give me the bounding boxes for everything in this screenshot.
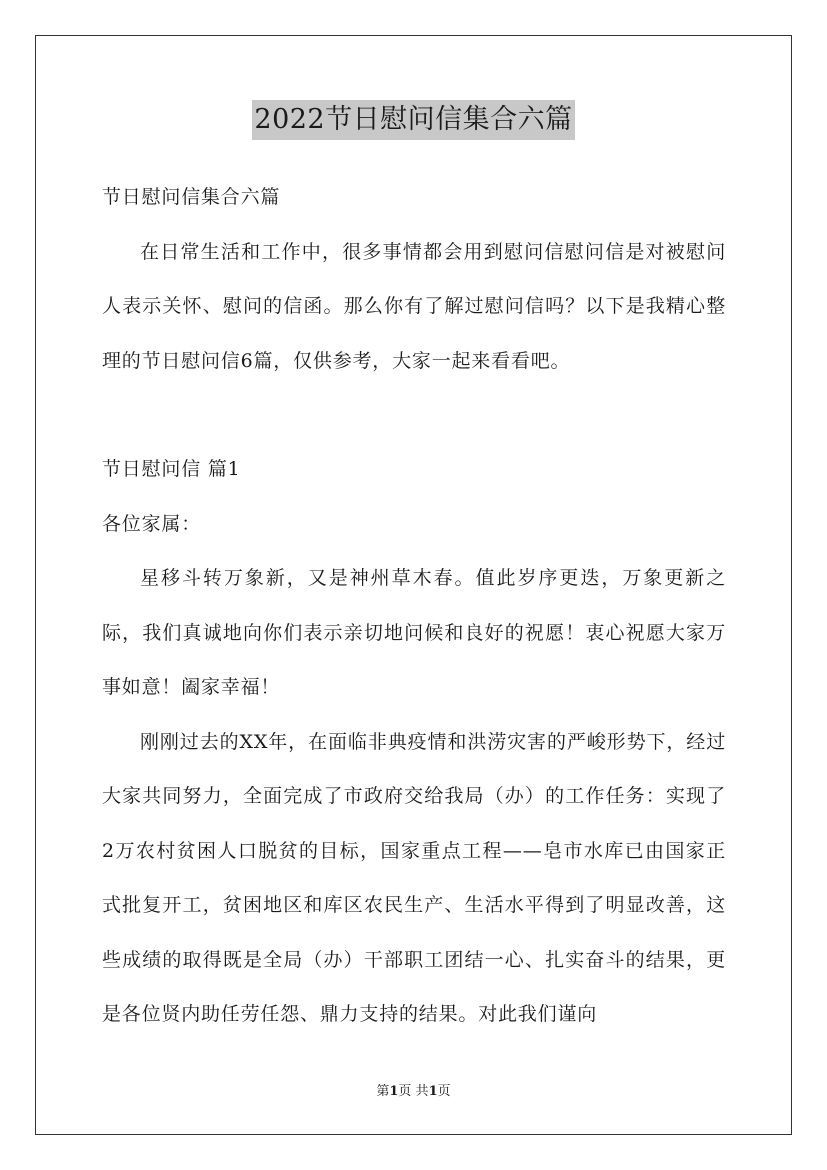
page-footer (0, 1082, 827, 1102)
body-paragraph-1: 星移斗转万象新，又是神州草木春。值此岁序更迭，万象更新之际，我们真诚地向你们表示亲切地问候和良好的祝愿！衷心祝愿大家万事如意！阖家幸福！ (102, 567, 726, 698)
document-title: 2022节日慰问信集合六篇 (252, 100, 574, 140)
footer-mid: 页 共 (398, 1084, 429, 1099)
salutation: 各位家属： (102, 512, 202, 535)
subtitle: 节日慰问信集合六篇 (102, 186, 281, 208)
footer-suffix: 页 (437, 1084, 451, 1099)
document-body (102, 170, 726, 1042)
body-paragraph-2: 刚刚过去的XX年，在面临非典疫情和洪涝灾害的严峻形势下，经过大家共同努力，全面完成了市政府交给我局（办）的工作任务：实现了2万农村贫困人口脱贫的目标，国家重点工程——皂市水库已由国家正式批复开工，贫困地区和库区农民生产、生活水平得到了明显改善，这些成绩的取得既是全局（办）干部职工团结一心、扎实奋斗的结果，更是各位贤内助任劳任怨、鼎力支持的结果。对此我们谨向 (102, 730, 726, 1025)
intro-paragraph: 在日常生活和工作中，很多事情都会用到慰问信慰问信是对被慰问人表示关怀、慰问的信函。那么你有了解过慰问信吗？以下是我精心整理的节日慰问信6篇，仅供参考，大家一起来看看吧。 (102, 240, 726, 372)
title-container (0, 100, 827, 140)
footer-page-number: 1 (389, 1084, 399, 1099)
footer-total-pages: 1 (428, 1084, 438, 1099)
spacer (102, 388, 726, 442)
section-heading: 节日慰问信 篇1 (102, 458, 241, 480)
footer-prefix: 第 (376, 1084, 390, 1099)
